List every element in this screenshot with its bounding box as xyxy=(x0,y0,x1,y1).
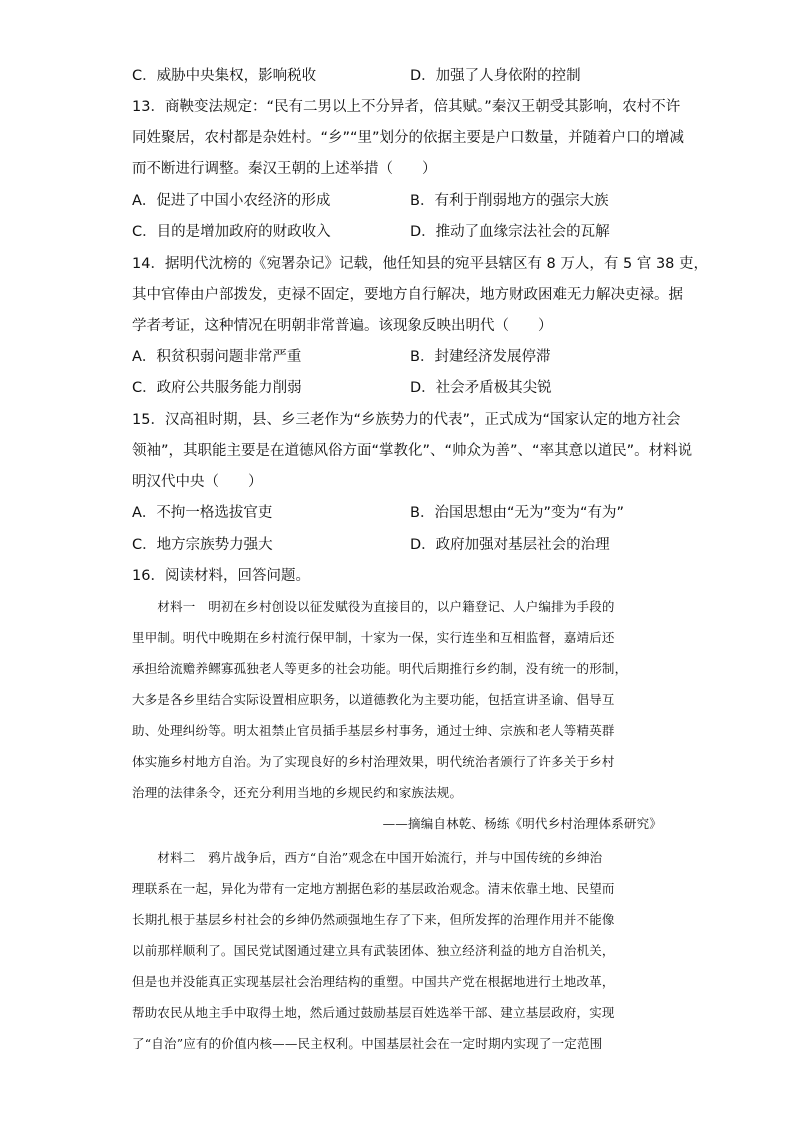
q15-option-d: D．政府加强对基层社会的治理 xyxy=(410,537,610,553)
material1-line-2: 里甲制。明代中晚期在乡村流行保甲制，十家为一保，实行连坐和互相监督，嘉靖后还 xyxy=(132,630,615,645)
material1-source: ——摘编自林乾、杨练《明代乡村治理体系研究》 xyxy=(382,816,662,831)
q15-option-c: C．地方宗族势力强大 xyxy=(132,537,273,553)
q14-stem-line-1: 14．据明代沈榜的《宛署杂记》记载，他任知县的宛平县辖区有 8 万人，有 5 官 38 吏， xyxy=(132,256,709,272)
q12-option-d: D．加强了人身依附的控制 xyxy=(410,68,581,84)
q14-option-b: B．封建经济发展停滞 xyxy=(410,349,551,365)
q15-option-a: A．不拘一格选拔官吏 xyxy=(132,505,273,521)
q15-stem-line-1: 15．汉高祖时期，县、乡三老作为“乡族势力的代表”，正式成为“国家认定的地方社会 xyxy=(132,412,681,428)
material2-line-5: 但是也并没能真正实现基层社会治理结构的重塑。中国共产党在根据地进行土地改革， xyxy=(132,974,615,989)
q13-option-c: C．目的是增加政府的财政收入 xyxy=(132,224,331,240)
q13-stem-line-3: 而不断进行调整。秦汉王朝的上述举措（ ） xyxy=(132,161,437,177)
q14-option-c: C．政府公共服务能力削弱 xyxy=(132,380,302,396)
q13-option-d: D．推动了血缘宗法社会的瓦解 xyxy=(410,224,610,240)
q14-option-a: A．积贫积弱问题非常严重 xyxy=(132,349,302,365)
material1-line-4: 大多是各乡里结合实际设置相应职务，以道德教化为主要功能，包括宣讲圣谕、倡导互 xyxy=(132,692,615,707)
q14-stem-line-3: 学者考证，这种情况在明朝非常普遍。该现象反映出明代（ ） xyxy=(132,318,553,334)
q13-stem-line-2: 同姓聚居，农村都是杂姓村。“乡”“里”划分的依据主要是户口数量，并随着户口的增减 xyxy=(132,130,685,146)
material2-line-7: 了“自治”应有的价值内核——民主权利。中国基层社会在一定时期内实现了一定范围 xyxy=(132,1036,603,1051)
material1-line-6: 体实施乡村地方自治。为了实现良好的乡村治理效果，明代统治者颁行了许多关于乡村 xyxy=(132,754,615,769)
material2-line-1: 材料二 鸦片战争后，西方“自治”观念在中国开始流行，并与中国传统的乡绅治 xyxy=(132,850,603,865)
q15-stem-line-3: 明汉代中央（ ） xyxy=(132,474,263,490)
q14-option-d: D．社会矛盾极其尖锐 xyxy=(410,380,552,396)
material2-line-3: 长期扎根于基层乡村社会的乡绅仍然顽强地生存了下来，但所发挥的治理作用并不能像 xyxy=(132,912,615,927)
q16-stem: 16．阅读材料，回答问题。 xyxy=(132,568,310,584)
material2-line-2: 理联系在一起，异化为带有一定地方割据色彩的基层政治观念。清末依靠土地、民望而 xyxy=(132,881,615,896)
q15-option-b: B．治国思想由“无为”变为“有为” xyxy=(410,505,624,521)
material1-line-7: 治理的法律条令，还充分利用当地的乡规民约和家族法规。 xyxy=(132,785,463,800)
material1-line-3: 承担给流赡养鳏寡孤独老人等更多的社会功能。明代后期推行乡约制，没有统一的形制， xyxy=(132,661,628,676)
material1-line-1: 材料一 明初在乡村创设以征发赋役为直接目的，以户籍登记、人户编排为手段的 xyxy=(132,599,615,614)
q13-option-a: A．促进了中国小农经济的形成 xyxy=(132,193,331,209)
material2-line-6: 帮助农民从地主手中取得土地，然后通过鼓励基层百姓选举干部、建立基层政府，实现 xyxy=(132,1005,615,1020)
q12-option-c: C．威胁中央集权，影响税收 xyxy=(132,68,317,84)
q13-stem-line-1: 13．商鞅变法规定：“民有二男以上不分异者，倍其赋。”秦汉王朝受其影响，农村不许 xyxy=(132,99,681,115)
q15-stem-line-2: 领袖”，其职能主要是在道德风俗方面“掌教化”、“帅众为善”、“率其意以道民”。材料说 xyxy=(132,443,693,459)
material1-line-5: 助、处理纠纷等。明太祖禁止官员插手基层乡村事务，通过士绅、宗族和老人等精英群 xyxy=(132,723,615,738)
q13-option-b: B．有利于削弱地方的强宗大族 xyxy=(410,193,609,209)
material2-line-4: 以前那样顺利了。国民党试图通过建立具有武装团体、独立经济利益的地方自治机关， xyxy=(132,943,615,958)
q14-stem-line-2: 其中官俸由户部拨发，吏禄不固定，要地方自行解决，地方财政困难无力解决吏禄。据 xyxy=(132,287,683,303)
